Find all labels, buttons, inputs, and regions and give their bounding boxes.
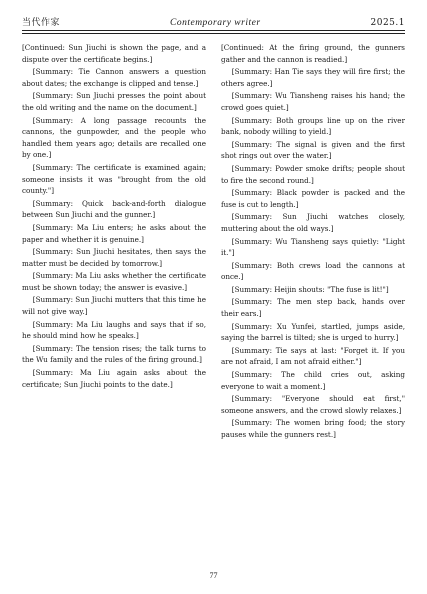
header-rule	[22, 30, 405, 31]
paragraph: [Summary: The certificate is examined again; someone insists it was "brought from the old county."]	[22, 162, 206, 196]
paragraph: [Summary: Tie says at last: "Forget it. If you are not afraid, I am not afraid either."]	[221, 345, 405, 367]
issue-number: 2025.1	[370, 18, 405, 28]
paragraph: [Summary: Sun Jiuchi mutters that this time he will not give way.]	[22, 295, 206, 317]
page-number: 77	[209, 571, 218, 580]
paragraph: [Summary: Sun Jiuchi watches closely, muttering about the old ways.]	[221, 212, 405, 233]
paragraph: [Summary: The signal is given and the first shot rings out over the water.]	[221, 139, 405, 161]
paragraph: [Summary: The tension rises; the talk turns to the Wu family and the rules of the firing ground.]	[22, 343, 206, 365]
paragraph: [Summary: Ma Liu enters; he asks about the paper and whether it is genuine.]	[22, 222, 206, 244]
magazine-title-en: Contemporary writer	[170, 18, 261, 28]
paragraph: [Summary: Xu Yunfei, startled, jumps aside, saying the barrel is tilted; she is urged to hurry.]	[221, 321, 405, 343]
paragraph: [Summary: Both groups line up on the river bank, nobody willing to yield.]	[221, 115, 405, 137]
column-gutter	[213, 42, 214, 560]
paragraph: [Summary: Ma Liu again asks about the certificate; Sun Jiuchi points to the date.]	[22, 368, 206, 389]
paragraph: [Continued: At the firing ground, the gunners gather and the cannon is readied.]	[221, 43, 405, 64]
paragraph: [Summary: Both crews load the cannons at once.]	[221, 260, 405, 282]
paragraph: [Summary: Heijin shouts: "The fuse is lit!"]	[231, 284, 389, 294]
paragraph: [Summary: The men step back, hands over their ears.]	[221, 297, 405, 319]
paragraph: [Summary: Wu Tiansheng raises his hand; the crowd goes quiet.]	[221, 91, 405, 112]
paragraph: [Summary: Sun Jiuchi hesitates, then says the matter must be decided by tomorrow.]	[22, 247, 206, 268]
header-rule-thin	[22, 33, 405, 34]
paragraph: [Summary: Wu Tiansheng says quietly: "Light it."]	[221, 236, 405, 258]
paragraph: [Summary: Sun Jiuchi presses the point about the old writing and the name on the document.]	[22, 91, 206, 112]
paragraph: [Summary: Ma Liu asks whether the certificate must be shown today; the answer is evasive.]	[22, 271, 206, 292]
paragraph: [Summary: Quick back-and-forth dialogue between Sun Jiuchi and the gunner.]	[22, 198, 206, 220]
right-column	[221, 42, 405, 560]
paragraph: [Summary: A long passage recounts the cannons, the gunpowder, and the people who handled them years ago; details are recalled one by one.]	[22, 115, 206, 160]
paragraph: [Summary: The child cries out, asking everyone to wait a moment.]	[221, 370, 405, 391]
running-header	[22, 12, 405, 28]
paragraph: [Summary: The women bring food; the story pauses while the gunners rest.]	[221, 418, 405, 439]
paragraph: [Summary: Powder smoke drifts; people shout to fire the second round.]	[221, 163, 405, 185]
magazine-title-cn: 当代作家	[22, 18, 61, 28]
paragraph: [Continued: Sun Jiuchi is shown the page, and a dispute over the certificate begins.]	[22, 43, 206, 64]
paragraph: [Summary: Ma Liu laughs and says that if so, he should mind how he speaks.]	[22, 319, 206, 341]
body-columns	[22, 42, 405, 560]
paragraph: [Summary: Han Tie says they will fire first; the others agree.]	[221, 67, 405, 88]
left-column	[22, 42, 206, 560]
paragraph: [Summary: Black powder is packed and the fuse is cut to length.]	[221, 188, 405, 209]
paragraph: [Summary: "Everyone should eat first," someone answers, and the crowd slowly relaxes.]	[221, 394, 405, 415]
paragraph: [Summary: Tie Cannon answers a question about dates; the exchange is clipped and tense.]	[22, 67, 206, 88]
